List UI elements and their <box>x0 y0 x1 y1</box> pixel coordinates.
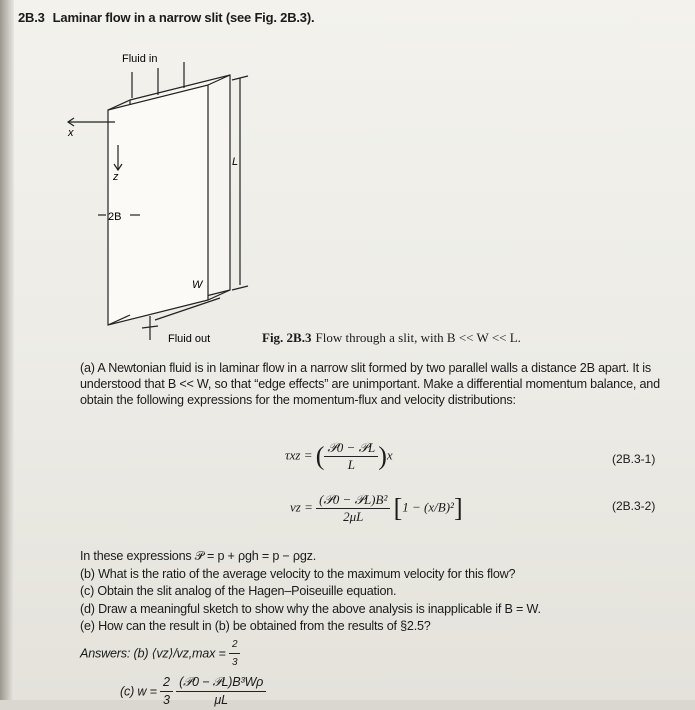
definition-line: In these expressions 𝒫 = p + ρgh = p − ρgz. <box>80 549 317 563</box>
problem-number: 2B.3 <box>18 10 45 25</box>
part-b-text: (b) What is the ratio of the average velocity to the maximum velocity for this flow? <box>80 566 516 581</box>
eq2-denominator: 2μL <box>343 509 364 524</box>
answer-b-text: (b) ⟨vz⟩/vz,max = <box>133 645 226 660</box>
part-c-text: (c) Obtain the slit analog of the Hagen–Poiseuille equation. <box>80 584 397 598</box>
eq1-rhs: x <box>386 447 393 463</box>
answer-c-coef-den: 3 <box>163 693 170 707</box>
answer-b-numerator: 2 <box>229 636 240 655</box>
fig-l-label: L <box>232 156 239 168</box>
page-edge-shadow <box>0 0 14 700</box>
eq2-lhs: vz = <box>290 499 313 515</box>
answer-b <box>80 636 680 672</box>
answer-c <box>120 674 680 710</box>
problem-title: Laminar flow in a narrow slit (see Fig. 2B.3). <box>52 10 315 25</box>
caption-number: Fig. 2B.3 <box>262 330 312 345</box>
problem-parts <box>80 548 680 710</box>
slit-flow-figure <box>60 50 310 350</box>
eq1-lhs: τxz = <box>285 447 313 463</box>
eq1-number: (2B.3-1) <box>612 452 656 466</box>
figure-caption <box>262 330 521 346</box>
answer-c-text: (c) w = <box>120 683 157 698</box>
eq1-numerator: 𝒫0 − 𝒫L <box>324 440 378 457</box>
caption-text: Flow through a slit, with B << W << L. <box>315 330 521 345</box>
part-e-text: (e) How can the result in (b) be obtained from the results of §2.5? <box>80 619 431 633</box>
answers-label: Answers: <box>80 645 131 660</box>
fig-fluid-out-label: Fluid out <box>168 333 211 345</box>
fig-w-label: W <box>192 279 203 291</box>
problem-heading <box>18 10 314 25</box>
fig-2b-label: 2B <box>108 211 122 223</box>
answer-c-coef-num: 2 <box>160 674 173 693</box>
equation-2b3-2: vz = $\frac{\text{(𝒫0 − 𝒫L)B²}}{2\mu L}$ [1 − (x/B)²] <box>290 492 463 524</box>
eq2-bracket: 1 − (x/B)² <box>402 499 454 515</box>
part-d-text: (d) Draw a meaningful sketch to show why the above analysis is inapplicable if B = W. <box>80 601 541 616</box>
part-a-text: (a) A Newtonian fluid is in laminar flow in a narrow slit formed by two parallel walls a distance 2B apart. It is understood that B << W, so that “edge effects” are unimportant. Make a differential momentum balance, and obtain the following expressions for the momentum-flux and velocity distributions: <box>80 361 660 407</box>
eq2-number: (2B.3-2) <box>612 499 656 513</box>
eq2-numerator: (𝒫0 − 𝒫L)B² <box>316 492 390 509</box>
fig-fluid-in-label: Fluid in <box>122 53 158 65</box>
equation-2b3-1: τxz = ( $\frac{\text{𝒫0 − 𝒫L}}{L}$ )x <box>285 440 393 472</box>
answer-b-denominator: 3 <box>231 657 238 668</box>
fig-z-axis-label: z <box>113 171 119 183</box>
fig-x-axis-label: x <box>68 127 74 139</box>
answer-c-denominator: μL <box>214 693 228 707</box>
eq1-denominator: L <box>347 457 355 472</box>
answer-c-numerator: (𝒫0 − 𝒫L)B³Wρ <box>176 674 266 693</box>
